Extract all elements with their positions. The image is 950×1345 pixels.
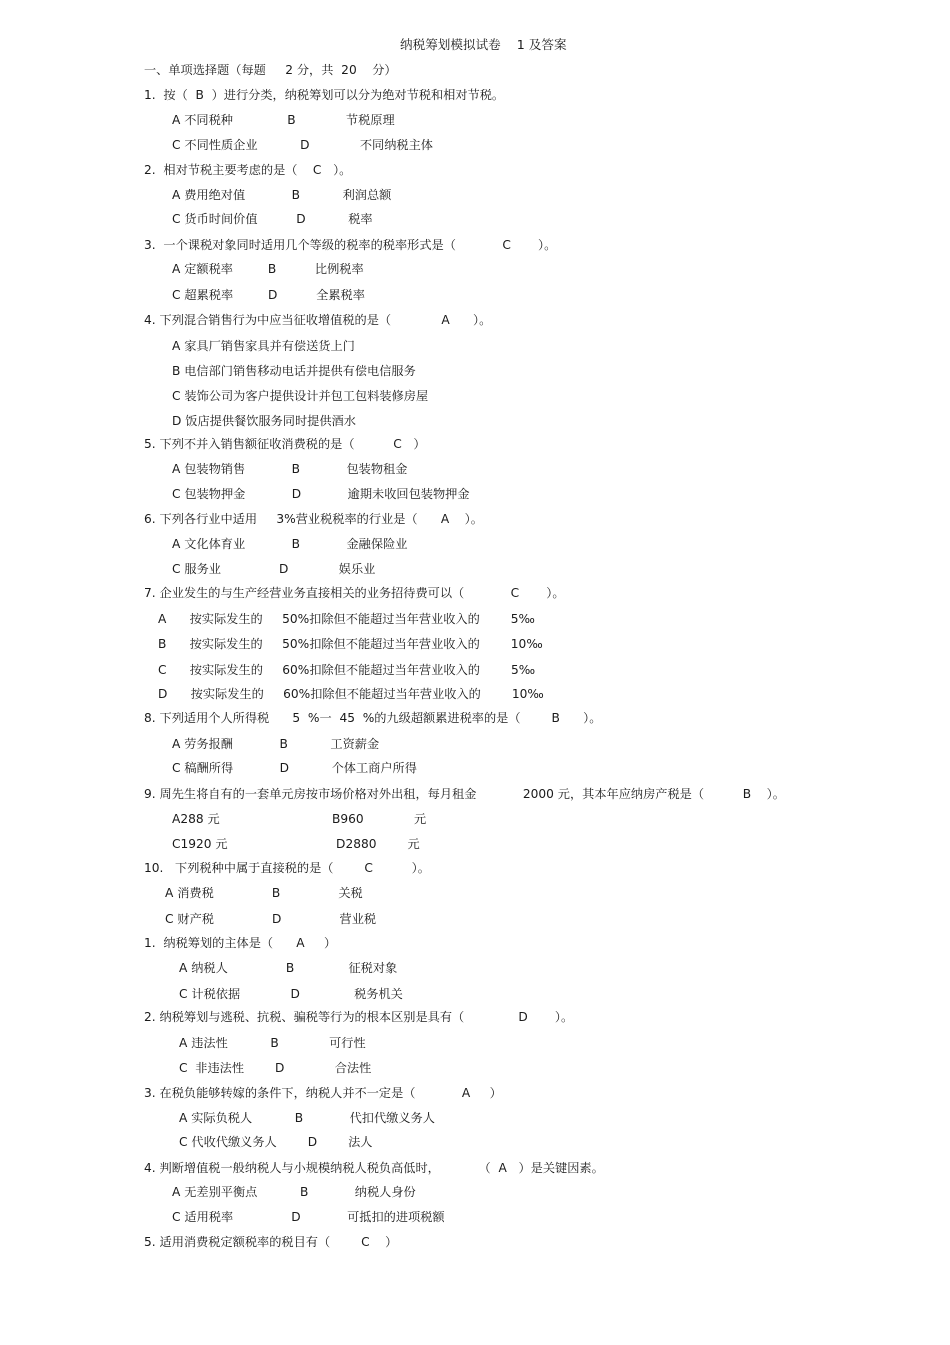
option-line: C 装饰公司为客户提供设计并包工包料装修房屋 [172, 389, 429, 403]
option-line: C 超累税率 D 全累税率 [172, 288, 365, 302]
question-1b: 1. 纳税筹划的主体是（ A ） [144, 936, 337, 950]
question-9: 9. 周先生将自有的一套单元房按市场价格对外出租，每月租金 2000 元，其本年应纳房产税是（ B ）。 [144, 787, 785, 801]
option-line: A 纳税人 B 征税对象 [179, 961, 398, 975]
document-title: 纳税筹划模拟试卷 1 及答案 [400, 37, 567, 52]
option-line: D 饭店提供餐饮服务同时提供酒水 [172, 414, 356, 428]
option-line: C 不同性质企业 D 不同纳税主体 [172, 138, 433, 152]
option-line: D 按实际发生的 60%扣除但不能超过当年营业收入的 10‰ [158, 687, 544, 701]
question-4: 4. 下列混合销售行为中应当征收增值税的是（ A ）。 [144, 313, 492, 327]
question-1: 1. 按（ B ）进行分类，纳税筹划可以分为绝对节税和相对节税。 [144, 88, 505, 102]
option-line: A 实际负税人 B 代扣代缴义务人 [179, 1111, 435, 1125]
question-5: 5. 下列不并入销售额征收消费税的是（ C ） [144, 437, 426, 451]
question-2: 2. 相对节税主要考虑的是（ C ）。 [144, 163, 352, 177]
option-line: C 计税依据 D 税务机关 [179, 987, 403, 1001]
option-line: A 违法性 B 可行性 [179, 1036, 366, 1050]
option-line: C 稿酬所得 D 个体工商户所得 [172, 761, 417, 775]
question-5b: 5. 适用消费税定额税率的税目有（ C ） [144, 1235, 398, 1249]
option-line: A 按实际发生的 50%扣除但不能超过当年营业收入的 5‰ [158, 612, 535, 626]
question-6: 6. 下列各行业中适用 3%营业税税率的行业是（ A ）。 [144, 512, 483, 526]
option-line: A 家具厂销售家具并有偿送货上门 [172, 339, 355, 353]
question-8: 8. 下列适用个人所得税 5 %一 45 %的九级超额累进税率的是（ B ）。 [144, 711, 602, 725]
option-line: C 适用税率 D 可抵扣的进项税额 [172, 1210, 445, 1224]
option-line: A 定额税率 B 比例税率 [172, 262, 364, 276]
option-line: C 服务业 D 娱乐业 [172, 562, 376, 576]
option-line: A 消费税 B 关税 [165, 886, 363, 900]
option-line: B 电信部门销售移动电话并提供有偿电信服务 [172, 364, 416, 378]
option-line: C 货币时间价值 D 税率 [172, 212, 373, 226]
option-line: A 费用绝对值 B 利润总额 [172, 188, 392, 202]
question-4b: 4. 判断增值税一般纳税人与小规模纳税人税负高低时， （ A ）是关键因素。 [144, 1161, 604, 1175]
option-line: A 不同税种 B 节税原理 [172, 113, 395, 127]
question-3: 3. 一个课税对象同时适用几个等级的税率的税率形式是（ C ）。 [144, 238, 557, 252]
option-line: C 代收代缴义务人 D 法人 [179, 1135, 373, 1149]
option-line: A 包装物销售 B 包装物租金 [172, 462, 408, 476]
option-line: A 劳务报酬 B 工资薪金 [172, 737, 380, 751]
option-line: C 包装物押金 D 逾期未收回包装物押金 [172, 487, 470, 501]
option-line: B 按实际发生的 50%扣除但不能超过当年营业收入的 10‰ [158, 637, 543, 651]
section-heading: 一、单项选择题（每题 2 分，共 20 分） [144, 63, 397, 77]
option-line: C 财产税 D 营业税 [165, 912, 377, 926]
option-line: A 文化体育业 B 金融保险业 [172, 537, 408, 551]
question-3b: 3. 在税负能够转嫁的条件下，纳税人并不一定是（ A ） [144, 1086, 502, 1100]
question-10: 10. 下列税种中属于直接税的是（ C ）。 [144, 861, 430, 875]
option-line: A 无差别平衡点 B 纳税人身份 [172, 1185, 416, 1199]
option-line: A288 元 B960 元 [172, 812, 427, 826]
option-line: C 非违法性 D 合法性 [179, 1061, 372, 1075]
option-line: C1920 元 D2880 元 [172, 837, 420, 851]
question-7: 7. 企业发生的与生产经营业务直接相关的业务招待费可以（ C ）。 [144, 586, 565, 600]
option-line: C 按实际发生的 60%扣除但不能超过当年营业收入的 5‰ [158, 663, 536, 677]
question-2b: 2. 纳税筹划与逃税、抗税、骗税等行为的根本区别是具有（ D ）。 [144, 1010, 574, 1024]
